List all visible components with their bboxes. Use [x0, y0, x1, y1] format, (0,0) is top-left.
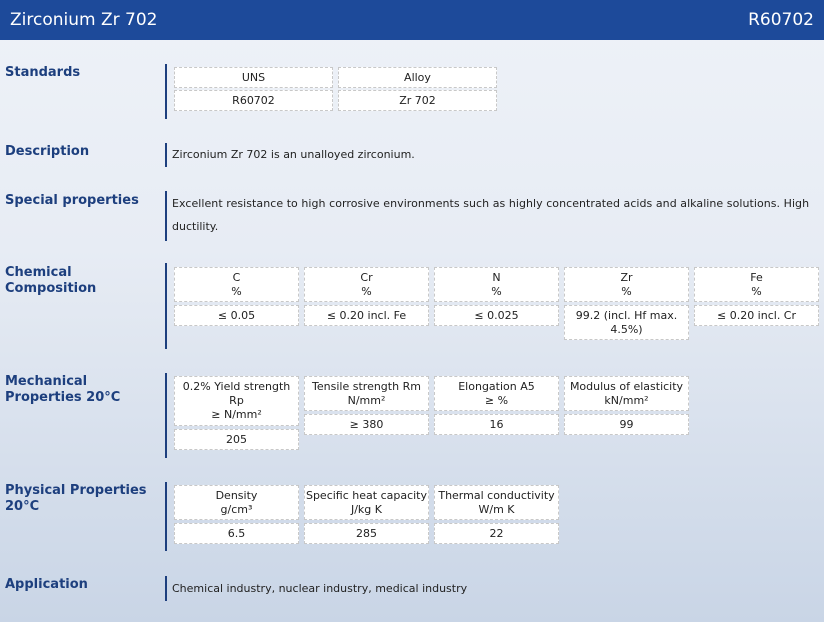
physical-label-line-1: Physical Properties	[5, 483, 147, 498]
physical-value-density: 6.5	[174, 523, 299, 544]
special-properties-line-2: ductility.	[172, 220, 219, 233]
elongation-line-1: Elongation A5	[458, 379, 535, 393]
mechanical-header-elongation	[434, 376, 559, 411]
application-text: Chemical industry, nuclear industry, medical industry	[172, 582, 468, 595]
chemical-header-fe	[694, 267, 819, 302]
mechanical-value-elongation: 16	[434, 414, 559, 435]
element-name: C	[232, 270, 241, 284]
chemical-header-zr	[564, 267, 689, 302]
mechanical-header-yield	[174, 376, 299, 426]
physical-header-heat-capacity	[304, 485, 429, 520]
heat-capacity-line-2: J/kg K	[350, 502, 382, 516]
chemical-header-c	[174, 267, 299, 302]
element-name: Cr	[360, 270, 373, 284]
density-line-2: g/cm³	[220, 502, 253, 516]
application-divider	[165, 576, 167, 601]
physical-value-conductivity: 22	[434, 523, 559, 544]
description-text: Zirconium Zr 702 is an unalloyed zirconium.	[172, 148, 415, 161]
element-unit: %	[231, 284, 242, 298]
conductivity-line-1: Thermal conductivity	[438, 488, 555, 502]
density-line-1: Density	[215, 488, 258, 502]
mechanical-value-modulus: 99	[564, 414, 689, 435]
standards-value-uns: R60702	[174, 90, 333, 111]
tensile-line-2: N/mm²	[347, 393, 386, 407]
chemical-value-zr	[564, 305, 689, 340]
physical-value-heat-capacity: 285	[304, 523, 429, 544]
element-unit: %	[491, 284, 502, 298]
yield-line-1: 0.2% Yield strength	[182, 380, 291, 393]
mechanical-value-yield: 205	[174, 429, 299, 450]
conductivity-line-2: W/m K	[478, 502, 515, 516]
right-edge-rule	[824, 0, 831, 622]
physical-divider	[165, 482, 167, 551]
element-unit: %	[361, 284, 372, 298]
yield-line-2: Rp	[229, 394, 244, 407]
standards-divider	[165, 64, 167, 119]
heat-capacity-line-1: Specific heat capacity	[305, 488, 428, 502]
modulus-line-1: Modulus of elasticity	[569, 379, 684, 393]
chemical-header-cr	[304, 267, 429, 302]
standards-label: Standards	[5, 65, 81, 80]
special-properties-label: Special properties	[5, 193, 139, 208]
special-properties-line-1: Excellent resistance to high corrosive environments such as highly concentrated acids and alkaline solutions. High	[172, 197, 810, 210]
mechanical-label-line-2: Properties 20°C	[5, 390, 121, 405]
standards-value-alloy: Zr 702	[338, 90, 497, 111]
yield-line-3: ≥ N/mm²	[211, 408, 262, 421]
mechanical-value-tensile: ≥ 380	[304, 414, 429, 435]
chemical-label-line-1: Chemical	[5, 265, 72, 280]
element-name: Fe	[750, 270, 763, 284]
modulus-line-2: kN/mm²	[604, 393, 649, 407]
physical-label-line-2: 20°C	[5, 499, 40, 514]
element-unit: %	[621, 284, 632, 298]
special-properties-divider	[165, 191, 167, 241]
uns-code: R60702	[748, 10, 814, 30]
element-name: Zr	[620, 270, 633, 284]
chemical-divider	[165, 263, 167, 349]
element-name: N	[492, 270, 501, 284]
element-unit: %	[751, 284, 762, 298]
elongation-line-2: ≥ %	[484, 393, 509, 407]
page-header	[0, 0, 824, 40]
chemical-value-cr: ≤ 0.20 incl. Fe	[304, 305, 429, 326]
mechanical-header-tensile	[304, 376, 429, 411]
page-title: Zirconium Zr 702	[10, 10, 158, 30]
chemical-composition-label	[5, 265, 160, 297]
chemical-value-c: ≤ 0.05	[174, 305, 299, 326]
tensile-line-1: Tensile strength Rm	[312, 379, 421, 393]
standards-header-uns: UNS	[174, 67, 333, 88]
mechanical-properties-label	[5, 374, 160, 406]
mechanical-label-line-1: Mechanical	[5, 374, 88, 389]
physical-header-density	[174, 485, 299, 520]
description-divider	[165, 143, 167, 167]
chemical-value-n: ≤ 0.025	[434, 305, 559, 326]
physical-properties-label	[5, 483, 160, 515]
chemical-value-fe: ≤ 0.20 incl. Cr	[694, 305, 819, 326]
description-label: Description	[5, 144, 90, 159]
physical-header-conductivity	[434, 485, 559, 520]
mechanical-header-modulus	[564, 376, 689, 411]
zr-value-line-2: 4.5%)	[610, 322, 643, 336]
chemical-header-n	[434, 267, 559, 302]
zr-value-line-1: 99.2 (incl. Hf max.	[575, 308, 678, 322]
standards-header-alloy: Alloy	[338, 67, 497, 88]
mechanical-divider	[165, 373, 167, 458]
chemical-label-line-2: Composition	[5, 281, 97, 296]
application-label: Application	[5, 577, 88, 592]
